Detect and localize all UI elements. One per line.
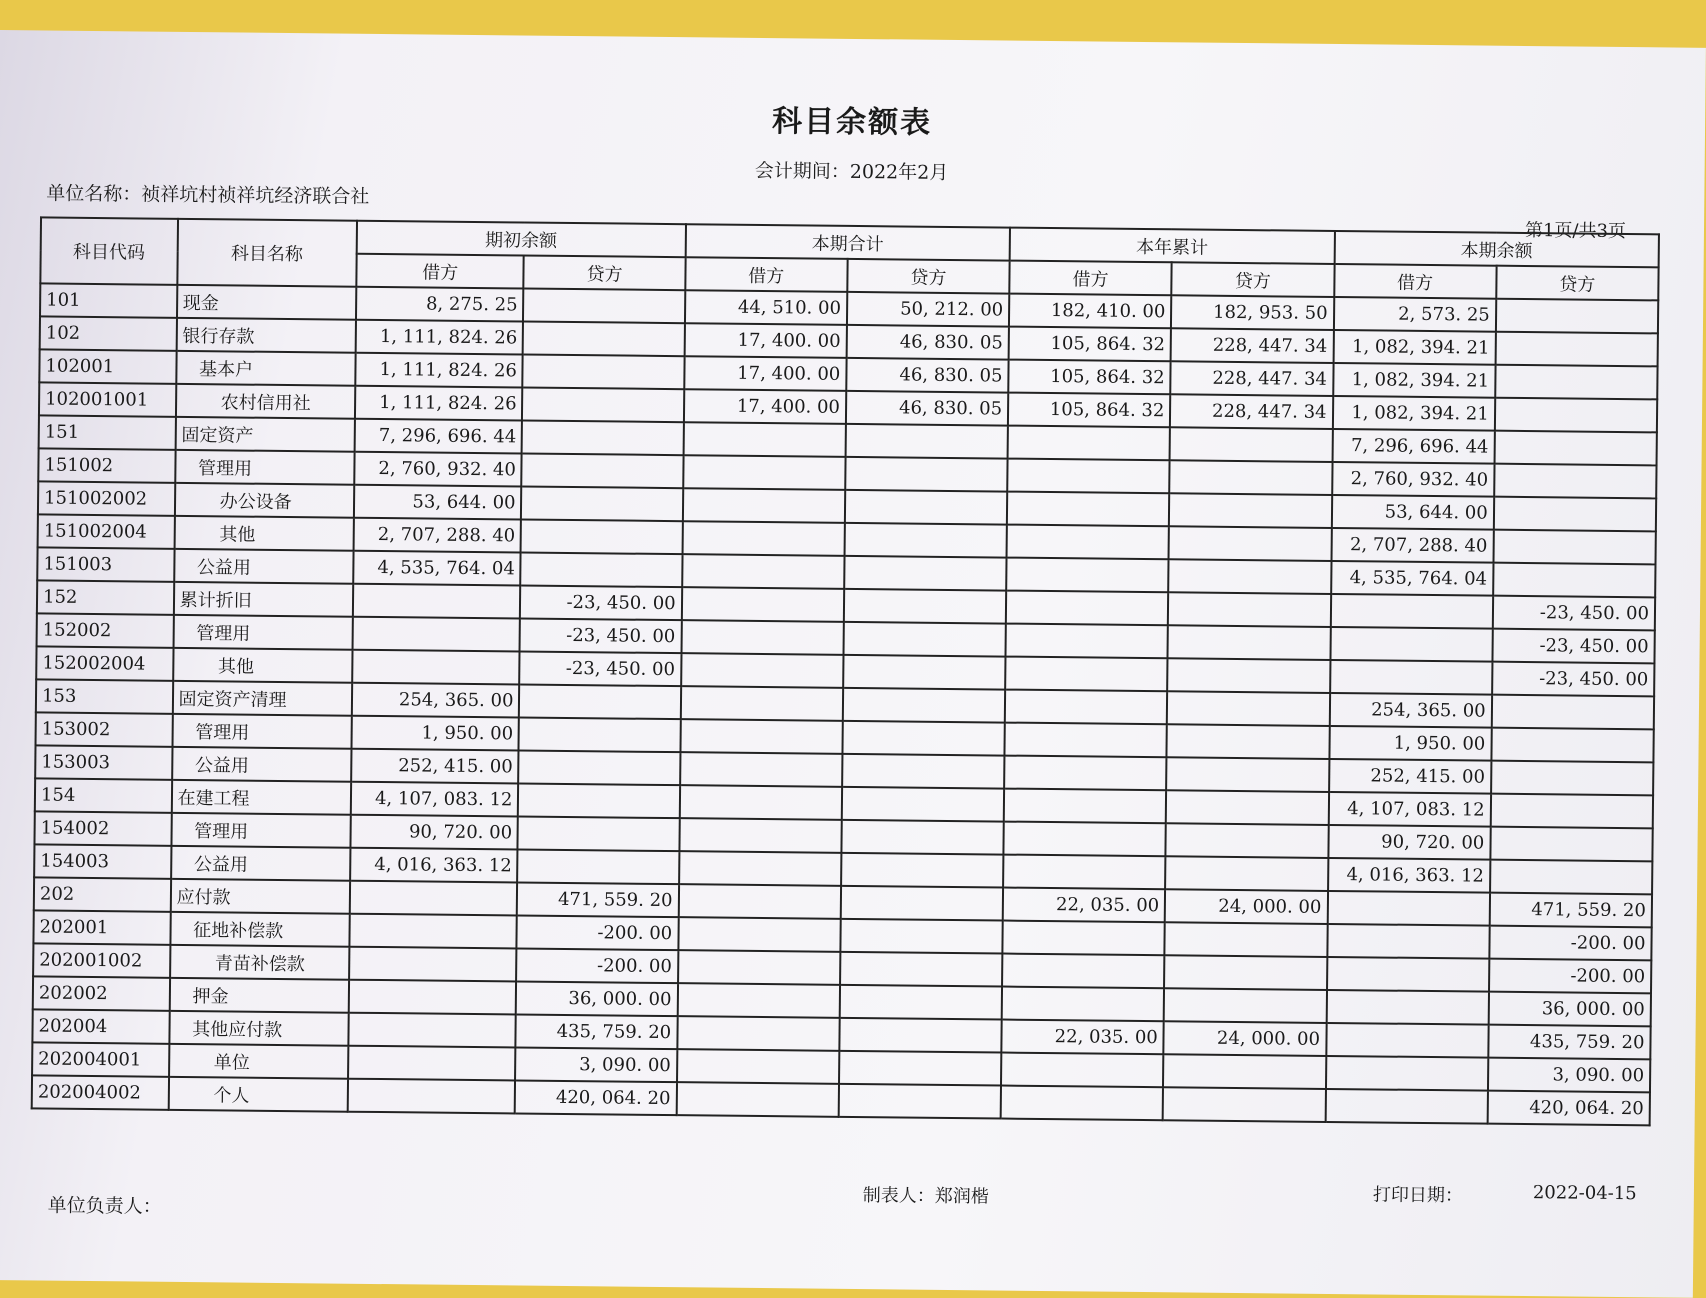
ytd-debit-cell: 105, 864. 32: [1008, 360, 1171, 395]
current-credit-cell: [839, 1084, 1002, 1119]
opening-credit-cell: [519, 750, 680, 785]
closing-debit-cell: [1325, 1089, 1488, 1124]
opening-credit-cell: -200. 00: [517, 948, 678, 983]
current-debit-cell: [676, 1082, 839, 1117]
ytd-credit-cell: [1168, 625, 1331, 660]
opening-credit-cell: -23, 450. 00: [520, 585, 681, 620]
ytd-credit-cell: [1167, 691, 1330, 726]
opening-debit-cell: 4, 016, 363. 12: [350, 848, 518, 883]
ytd-debit-cell: 182, 410. 00: [1009, 294, 1172, 329]
closing-debit-cell: 1, 082, 394. 21: [1333, 330, 1496, 365]
account-code-cell: 153002: [36, 712, 173, 746]
closing-debit-cell: [1330, 660, 1493, 695]
current-credit-cell: [840, 919, 1003, 954]
account-name-cell: 累计折旧: [173, 582, 353, 617]
opening-debit-cell: [348, 1079, 516, 1114]
account-name-cell: 公益用: [171, 846, 351, 881]
account-name-cell: 基本户: [176, 351, 356, 386]
closing-credit-cell: [1494, 497, 1657, 532]
opening-debit-cell: [349, 980, 517, 1015]
ytd-debit-cell: [1005, 723, 1168, 758]
account-code-cell: 151002002: [38, 481, 175, 515]
current-debit-cell: [678, 884, 841, 919]
opening-credit-cell: -200. 00: [517, 915, 678, 950]
page-info: 第1页/共3页: [1524, 219, 1627, 243]
account-code-cell: 102: [40, 316, 177, 350]
opening-debit-cell: [349, 947, 517, 982]
current-credit-cell: 46, 830. 05: [846, 325, 1009, 360]
current-debit-cell: [679, 851, 842, 886]
ytd-credit-cell: 24, 000. 00: [1165, 889, 1328, 924]
current-debit-cell: [677, 1049, 840, 1084]
account-code-cell: 102001: [39, 349, 176, 383]
ytd-credit-cell: [1166, 823, 1329, 858]
ytd-debit-cell: 22, 035. 00: [1003, 888, 1166, 923]
opening-credit-cell: [521, 486, 682, 521]
ytd-debit-cell: [1003, 855, 1166, 890]
document-title: 科目余额表: [771, 104, 933, 141]
ytd-credit-cell: [1169, 493, 1332, 528]
closing-debit-cell: 2, 573. 25: [1333, 297, 1496, 332]
opening-debit-cell: [353, 584, 521, 619]
opening-credit-cell: [523, 354, 684, 389]
opening-debit-cell: 1, 111, 824. 26: [355, 353, 523, 388]
current-credit-cell: [841, 886, 1004, 921]
opening-debit-cell: 4, 107, 083. 12: [351, 782, 519, 817]
maker-label: 制表人：: [862, 1185, 935, 1207]
unit-label: 单位名称：: [46, 182, 142, 206]
account-name-cell: 单位: [169, 1044, 349, 1079]
opening-debit-cell: 4, 535, 764. 04: [353, 551, 521, 586]
closing-debit-cell: 1, 082, 394. 21: [1333, 363, 1496, 398]
opening-credit-cell: 3, 090. 00: [515, 1047, 676, 1082]
closing-debit-cell: [1327, 891, 1490, 926]
ytd-credit-cell: 228, 447. 34: [1171, 328, 1334, 363]
account-name-cell: 管理用: [171, 813, 351, 848]
opening-credit-cell: [519, 684, 680, 719]
ytd-debit-cell: 105, 864. 32: [1008, 393, 1171, 428]
ytd-credit-cell: [1165, 922, 1328, 957]
closing-credit-cell: [1493, 563, 1656, 598]
closing-debit-cell: 1, 082, 394. 21: [1332, 396, 1495, 431]
account-name-cell: 银行存款: [176, 318, 356, 353]
current-debit-cell: [681, 653, 844, 688]
print-date: 2022-04-15: [1532, 1182, 1637, 1205]
closing-debit-cell: [1325, 1056, 1488, 1091]
current-credit-cell: [842, 721, 1005, 756]
ytd-credit-cell: [1166, 790, 1329, 825]
closing-credit-cell: -200. 00: [1489, 926, 1652, 961]
account-name-cell: 管理用: [173, 615, 353, 650]
ytd-debit-cell: 22, 035. 00: [1001, 1020, 1164, 1055]
ytd-debit-cell: [1002, 954, 1165, 989]
opening-credit-cell: [518, 816, 679, 851]
header-closing-credit: 贷方: [1496, 266, 1659, 301]
closing-credit-cell: [1490, 827, 1653, 862]
closing-debit-cell: [1327, 924, 1490, 959]
opening-credit-cell: 36, 000. 00: [516, 981, 677, 1016]
ytd-credit-cell: [1167, 658, 1330, 693]
ytd-credit-cell: [1163, 1054, 1326, 1089]
closing-debit-cell: [1330, 594, 1493, 629]
account-code-cell: 152002004: [36, 646, 173, 680]
account-name-cell: 其他: [173, 648, 353, 683]
current-debit-cell: [683, 422, 846, 457]
header-opening-credit: 贷方: [524, 256, 685, 291]
closing-debit-cell: [1327, 957, 1490, 992]
opening-credit-cell: [519, 717, 680, 752]
current-debit-cell: 44, 510. 00: [685, 290, 848, 325]
header-closing-debit: 借方: [1334, 264, 1497, 299]
ytd-credit-cell: [1168, 559, 1331, 594]
account-code-cell: 151: [39, 415, 176, 449]
ytd-credit-cell: [1164, 955, 1327, 990]
opening-credit-cell: 471, 559. 20: [517, 882, 678, 917]
account-name-cell: 农村信用社: [176, 384, 356, 419]
ytd-credit-cell: [1169, 460, 1332, 495]
ytd-debit-cell: [1003, 822, 1166, 857]
opening-debit-cell: 1, 111, 824. 26: [356, 320, 524, 355]
opening-debit-cell: 8, 275. 25: [356, 287, 524, 322]
current-debit-cell: [678, 917, 841, 952]
current-debit-cell: [677, 983, 840, 1018]
closing-credit-cell: [1491, 761, 1654, 796]
closing-credit-cell: [1494, 431, 1657, 466]
closing-credit-cell: 3, 090. 00: [1488, 1058, 1651, 1093]
closing-debit-cell: [1330, 627, 1493, 662]
opening-credit-cell: [523, 288, 684, 323]
closing-debit-cell: 254, 365. 00: [1329, 693, 1492, 728]
current-debit-cell: [681, 620, 844, 655]
closing-debit-cell: [1326, 990, 1489, 1025]
account-code-cell: 202001002: [33, 943, 170, 977]
current-debit-cell: [683, 455, 846, 490]
balance-sheet-page: [0, 30, 1706, 1298]
closing-debit-cell: 4, 535, 764. 04: [1331, 561, 1494, 596]
ytd-debit-cell: [1001, 1053, 1164, 1088]
current-credit-cell: [843, 622, 1006, 657]
opening-credit-cell: 420, 064. 20: [515, 1080, 676, 1115]
closing-credit-cell: -23, 450. 00: [1492, 662, 1655, 697]
account-code-cell: 202002: [33, 976, 170, 1010]
current-debit-cell: [680, 686, 843, 721]
header-current-credit: 贷方: [847, 259, 1010, 294]
account-code-cell: 101: [40, 283, 177, 317]
account-balance-table: [31, 216, 1660, 1126]
current-credit-cell: 50, 212. 00: [847, 292, 1010, 327]
opening-debit-cell: 252, 415. 00: [351, 749, 519, 784]
account-name-cell: 个人: [168, 1077, 348, 1112]
current-credit-cell: [845, 490, 1008, 525]
current-debit-cell: 17, 400. 00: [684, 323, 847, 358]
account-name-cell: 办公设备: [175, 483, 355, 518]
account-name-cell: 公益用: [174, 549, 354, 584]
ytd-debit-cell: [1007, 525, 1170, 560]
opening-debit-cell: 2, 707, 288. 40: [353, 518, 521, 553]
opening-credit-cell: [523, 321, 684, 356]
account-code-cell: 154002: [34, 811, 171, 845]
ytd-debit-cell: [1007, 459, 1170, 494]
account-code-cell: 151003: [37, 547, 174, 581]
opening-debit-cell: [348, 1013, 516, 1048]
current-credit-cell: [843, 655, 1006, 690]
closing-credit-cell: [1490, 860, 1653, 895]
current-credit-cell: [839, 1051, 1002, 1086]
current-credit-cell: [841, 853, 1004, 888]
opening-credit-cell: [522, 420, 683, 455]
account-code-cell: 202004002: [32, 1075, 169, 1109]
ytd-debit-cell: [1005, 657, 1168, 692]
header-opening-balance: 期初余额: [357, 221, 686, 257]
current-credit-cell: [842, 754, 1005, 789]
opening-debit-cell: 7, 296, 696. 44: [355, 419, 523, 454]
current-credit-cell: [844, 523, 1007, 558]
header-ytd-debit: 借方: [1009, 261, 1172, 296]
unit-name-line: [46, 178, 369, 208]
closing-credit-cell: -23, 450. 00: [1492, 629, 1655, 664]
current-debit-cell: 17, 400. 00: [684, 389, 847, 424]
account-code-cell: 152002: [37, 613, 174, 647]
ytd-debit-cell: 105, 864. 32: [1009, 327, 1172, 362]
header-current-debit: 借方: [685, 257, 848, 292]
current-debit-cell: [681, 587, 844, 622]
ytd-debit-cell: [1002, 987, 1165, 1022]
current-debit-cell: [677, 1016, 840, 1051]
current-credit-cell: [840, 985, 1003, 1020]
current-credit-cell: 46, 830. 05: [846, 391, 1009, 426]
closing-credit-cell: -200. 00: [1489, 959, 1652, 994]
opening-credit-cell: -23, 450. 00: [520, 651, 681, 686]
account-name-cell: 其他: [174, 516, 354, 551]
opening-credit-cell: [518, 783, 679, 818]
print-date-label: 打印日期：: [1372, 1184, 1463, 1207]
account-code-cell: 202: [34, 877, 171, 911]
ytd-debit-cell: [1004, 789, 1167, 824]
closing-credit-cell: [1491, 695, 1654, 730]
account-name-cell: 固定资产清理: [172, 681, 352, 716]
closing-debit-cell: 90, 720. 00: [1328, 825, 1491, 860]
closing-credit-cell: [1496, 299, 1659, 334]
ytd-credit-cell: [1167, 724, 1330, 759]
account-code-cell: 202001: [33, 910, 170, 944]
closing-debit-cell: 53, 644. 00: [1331, 495, 1494, 530]
period-label: 会计期间：: [754, 159, 850, 183]
ytd-credit-cell: [1168, 592, 1331, 627]
ytd-credit-cell: [1169, 526, 1332, 561]
ytd-credit-cell: [1170, 427, 1333, 462]
opening-debit-cell: [348, 1046, 516, 1081]
opening-credit-cell: [521, 552, 682, 587]
opening-debit-cell: 1, 111, 824. 26: [355, 386, 523, 421]
account-code-cell: 151002004: [38, 514, 175, 548]
closing-credit-cell: [1494, 464, 1657, 499]
current-credit-cell: [839, 1018, 1002, 1053]
ytd-credit-cell: 24, 000. 00: [1164, 1021, 1327, 1056]
closing-debit-cell: [1326, 1023, 1489, 1058]
current-debit-cell: [678, 950, 841, 985]
current-credit-cell: [841, 820, 1004, 855]
unit-head-label: 单位负责人：: [47, 1194, 162, 1218]
opening-debit-cell: 1, 950. 00: [351, 716, 519, 751]
account-code-cell: 151002: [38, 448, 175, 482]
opening-debit-cell: 2, 760, 932. 40: [354, 452, 522, 487]
closing-debit-cell: 252, 415. 00: [1329, 759, 1492, 794]
header-current-period: 本期合计: [685, 224, 1010, 260]
unit-name: 祯祥坑村祯祥坑经济联合社: [141, 183, 370, 208]
account-name-cell: 管理用: [172, 714, 352, 749]
ytd-credit-cell: [1164, 988, 1327, 1023]
ytd-debit-cell: [1007, 492, 1170, 527]
current-debit-cell: [679, 785, 842, 820]
account-name-cell: 现金: [177, 285, 357, 320]
ytd-debit-cell: [1004, 756, 1167, 791]
closing-credit-cell: 471, 559. 20: [1489, 893, 1652, 928]
closing-debit-cell: 2, 760, 932. 40: [1332, 462, 1495, 497]
opening-credit-cell: [518, 849, 679, 884]
closing-debit-cell: 1, 950. 00: [1329, 726, 1492, 761]
period-value: 2022年2月: [849, 160, 949, 184]
opening-debit-cell: [349, 914, 517, 949]
ytd-debit-cell: [1008, 426, 1171, 461]
header-account-code: 科目代码: [40, 217, 177, 284]
current-credit-cell: [840, 952, 1003, 987]
table-body: [32, 283, 1659, 1125]
current-credit-cell: [843, 688, 1006, 723]
closing-debit-cell: 7, 296, 696. 44: [1332, 429, 1495, 464]
closing-credit-cell: [1495, 332, 1658, 367]
current-credit-cell: [844, 556, 1007, 591]
opening-credit-cell: -23, 450. 00: [520, 618, 681, 653]
account-code-cell: 153003: [35, 745, 172, 779]
account-name-cell: 管理用: [175, 450, 355, 485]
account-code-cell: 202004: [32, 1009, 169, 1043]
current-credit-cell: [842, 787, 1005, 822]
closing-debit-cell: 2, 707, 288. 40: [1331, 528, 1494, 563]
ytd-debit-cell: [1006, 558, 1169, 593]
current-credit-cell: [845, 457, 1008, 492]
current-credit-cell: [844, 589, 1007, 624]
closing-credit-cell: 36, 000. 00: [1488, 992, 1651, 1027]
closing-credit-cell: [1491, 728, 1654, 763]
closing-credit-cell: [1495, 398, 1658, 433]
header-closing-balance: 本期余额: [1334, 231, 1659, 267]
header-year-to-date: 本年累计: [1010, 228, 1335, 264]
opening-credit-cell: 435, 759. 20: [516, 1014, 677, 1049]
prepared-by: [863, 1181, 989, 1208]
ytd-debit-cell: [1002, 921, 1165, 956]
ytd-credit-cell: 182, 953. 50: [1171, 295, 1334, 330]
opening-debit-cell: 53, 644. 00: [354, 485, 522, 520]
closing-credit-cell: 435, 759. 20: [1488, 1025, 1651, 1060]
closing-debit-cell: 4, 016, 363. 12: [1328, 858, 1491, 893]
opening-debit-cell: [352, 650, 520, 685]
opening-debit-cell: 254, 365. 00: [352, 683, 520, 718]
current-credit-cell: [845, 424, 1008, 459]
account-code-cell: 202004001: [32, 1042, 169, 1076]
opening-credit-cell: [522, 453, 683, 488]
header-opening-debit: 借方: [356, 254, 524, 289]
ytd-credit-cell: 228, 447. 34: [1170, 394, 1333, 429]
maker-name: 郑润楷: [934, 1185, 989, 1208]
current-debit-cell: [679, 818, 842, 853]
current-debit-cell: [682, 554, 845, 589]
header-account-name: 科目名称: [177, 219, 357, 287]
account-name-cell: 征地补偿款: [170, 912, 350, 947]
current-debit-cell: [683, 488, 846, 523]
ytd-credit-cell: [1166, 757, 1329, 792]
current-debit-cell: [680, 752, 843, 787]
account-code-cell: 153: [36, 679, 173, 713]
account-name-cell: 固定资产: [175, 417, 355, 452]
ytd-credit-cell: 228, 447. 34: [1171, 361, 1334, 396]
account-name-cell: 在建工程: [171, 780, 351, 815]
account-name-cell: 应付款: [170, 879, 350, 914]
account-code-cell: 102001001: [39, 382, 176, 416]
opening-debit-cell: 90, 720. 00: [350, 815, 518, 850]
opening-credit-cell: [521, 519, 682, 554]
account-name-cell: 其他应付款: [169, 1011, 349, 1046]
header-ytd-credit: 贷方: [1172, 262, 1335, 297]
current-debit-cell: [680, 719, 843, 754]
account-code-cell: 154003: [34, 844, 171, 878]
ytd-credit-cell: [1163, 1087, 1326, 1122]
ytd-debit-cell: [1006, 624, 1169, 659]
opening-debit-cell: [352, 617, 520, 652]
current-debit-cell: [682, 521, 845, 556]
closing-credit-cell: [1490, 794, 1653, 829]
ytd-credit-cell: [1165, 856, 1328, 891]
ytd-debit-cell: [1005, 690, 1168, 725]
closing-credit-cell: -23, 450. 00: [1493, 596, 1656, 631]
closing-credit-cell: [1493, 530, 1656, 565]
ytd-debit-cell: [1001, 1086, 1164, 1121]
opening-debit-cell: [350, 881, 518, 916]
account-name-cell: 公益用: [172, 747, 352, 782]
account-name-cell: 青苗补偿款: [170, 945, 350, 980]
current-credit-cell: 46, 830. 05: [846, 358, 1009, 393]
closing-credit-cell: [1495, 365, 1658, 400]
account-code-cell: 154: [35, 778, 172, 812]
current-debit-cell: 17, 400. 00: [684, 356, 847, 391]
opening-credit-cell: [522, 387, 683, 422]
ytd-debit-cell: [1006, 591, 1169, 626]
account-code-cell: 152: [37, 580, 174, 614]
closing-credit-cell: 420, 064. 20: [1487, 1091, 1650, 1126]
account-name-cell: 押金: [169, 978, 349, 1013]
closing-debit-cell: 4, 107, 083. 12: [1328, 792, 1491, 827]
